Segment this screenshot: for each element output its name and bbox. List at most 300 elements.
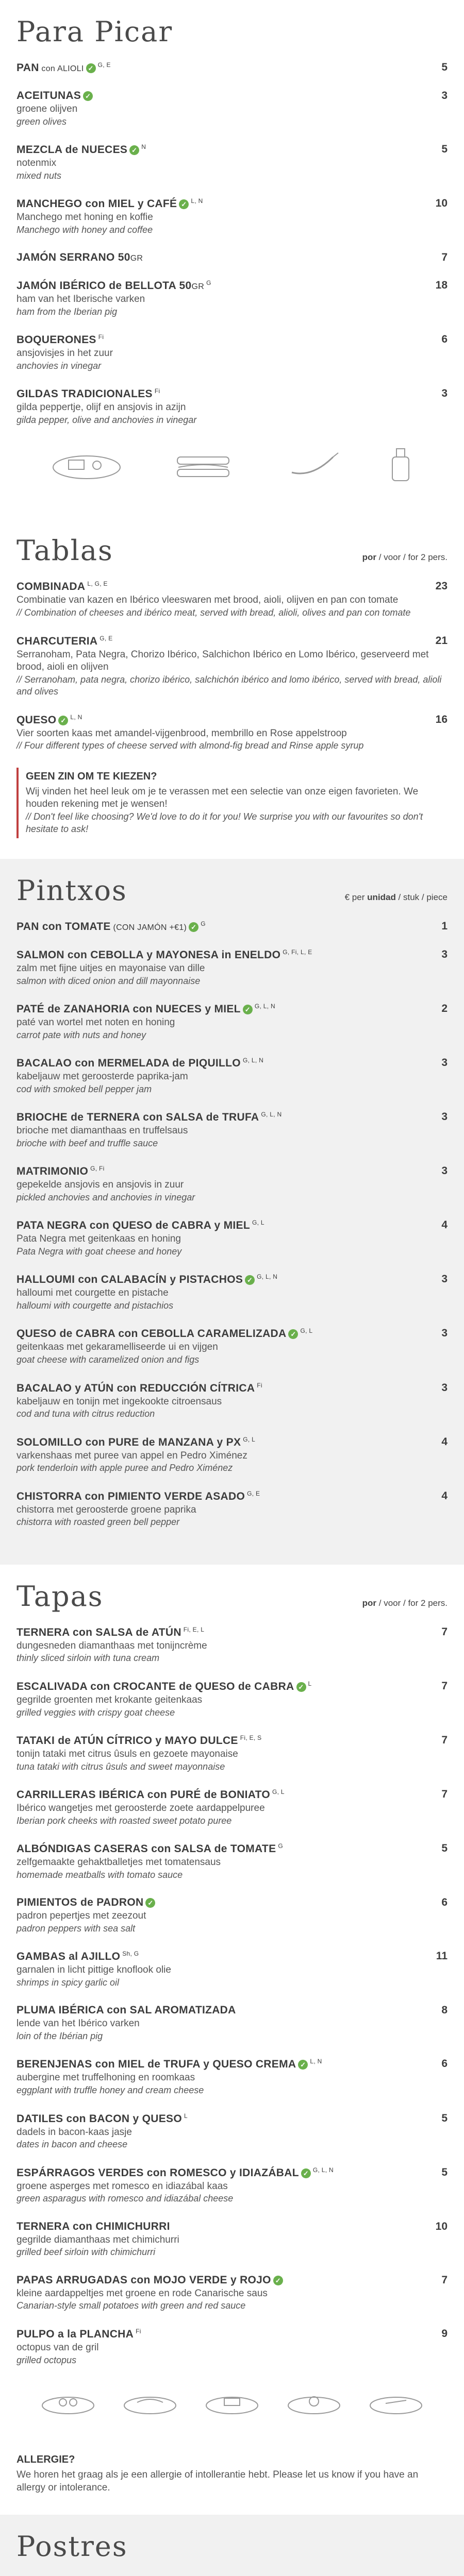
info-title: GEEN ZIN OM TE KIEZEN? [26,770,157,782]
section-tablas [0,519,464,858]
description-en: Iberian pork cheeks with roasted sweet potato puree [16,1815,232,1826]
menu-item-row [16,1382,448,1395]
description-nl: lende van het Ibérico varken [16,2018,140,2029]
menu-item-price: 3 [441,1381,448,1394]
section-header [16,874,448,907]
description-en: cod and tuna with citrus reduction [16,1409,155,1419]
menu-item-name [16,2328,141,2341]
description-nl: halloumi met courgette en pistache [16,1287,169,1299]
menu-item-price: 6 [441,2058,448,2070]
tapas-plate-icon [365,2387,427,2418]
section-title: Para Picar [16,15,173,48]
description-en: Manchego with honey and coffee [16,224,153,235]
dish-name: CHARCUTERIA [16,635,98,647]
menu-item [16,197,448,236]
menu-item-name [16,1436,255,1449]
description-nl: zelfgemaakte gehaktballetjes met tomatensaus [16,1857,221,1868]
menu-item-name [16,1327,312,1340]
menu-item-row [16,1734,448,1747]
description-nl: kabeljauw en tonijn met ingekookte citroensaus [16,1396,222,1407]
dish-name: PATA NEGRA con QUESO de CABRA y MIEL [16,1219,250,1232]
menu-item-name [16,1111,282,1124]
description-en: // Combination of cheeses and ibérico meat, served with bread, alioli, olives and pan con tomate [16,607,411,618]
menu-item [16,1436,448,1475]
description-nl: Vier soorten kaas met amandel-vijgenbrood, membrillo en Rose appelstroop [16,727,347,739]
menu-item-price: 18 [435,279,448,292]
menu-item-name [16,1003,275,1015]
description-nl: brioche met diamanthaas en truffelsaus [16,1125,188,1137]
menu-item-row [16,635,448,648]
food-illustrations [16,2382,448,2433]
vegetarian-leaf-icon: ✓ [273,2276,283,2285]
menu-item [16,1111,448,1149]
menu-item [16,1490,448,1529]
description-en: tuna tataki with citrus ûsuls and sweet mayonnaise [16,1761,225,1772]
menu-item-price: 7 [441,1680,448,1692]
menu-item-price: 7 [441,1625,448,1638]
description-en: cod with smoked bell pepper jam [16,1083,152,1094]
menu-item-price: 9 [441,2327,448,2340]
menu-item [16,1057,448,1095]
allergen-codes: G [278,1842,284,1850]
menu-list [16,61,448,426]
description-nl: octopus van de gril [16,2342,99,2353]
dish-name: PIMIENTOS de PADRON [16,1896,144,1909]
description-en: pickled anchovies and anchovies in vinegar [16,1192,195,1202]
allergen-codes: G, L, N [257,1273,278,1281]
menu-item-name [16,1626,204,1639]
description-nl: chistorra met geroosterde groene paprika [16,1504,196,1515]
allergen-codes: Sh, G [122,1950,139,1958]
menu-item-price: 3 [441,948,448,960]
dish-name: PLUMA IBÉRICA con SAL AROMATIZADA [16,2004,236,2016]
menu-item [16,1842,448,1881]
menu-item [16,2328,448,2366]
dish-name: TATAKI de ATÚN CÍTRICO y MAYO DULCE [16,1734,238,1747]
menu-item-price: 11 [436,1950,448,1962]
dish-name: BERENJENAS con MIEL de TRUFA y QUESO CREMA [16,2058,296,2071]
tapas-plate-icon [201,2387,263,2418]
menu-item-name [16,279,211,292]
dish-name: ESPÁRRAGOS VERDES con ROMESCO y IDIAZÁBAL [16,2166,299,2179]
vegetarian-leaf-icon: ✓ [189,922,198,932]
section-header [16,534,448,567]
dish-name: MEZCLA de NUECES [16,144,128,156]
cheese-board-icon [48,447,125,483]
menu-item [16,635,448,698]
allergen-codes: G, E [97,61,111,69]
description-nl: Manchego met honing en koffie [16,212,153,223]
description-en: green asparagus with romesco and idiazábal cheese [16,2193,234,2204]
menu-item [16,387,448,426]
description-nl: kleine aardappeltjes met groene en rode Canarische saus [16,2287,268,2299]
section-header [16,2530,448,2563]
menu-item-price: 7 [441,2274,448,2286]
menu-item-price: 5 [441,2112,448,2124]
menu-item-name [16,251,143,264]
menu-item [16,279,448,318]
menu-item-row [16,2274,448,2286]
allergy-text: We horen het graag als je een allergie of intollerantie hebt. Please let us know if you have an allergy or intolerance. [16,2469,419,2493]
description-nl: groene olijven [16,104,78,114]
tapas-plate-icon [119,2387,181,2418]
description-nl: aubergine met truffelhoning en roomkaas [16,2072,195,2083]
menu-item-name [16,333,104,346]
menu-item [16,2221,448,2259]
dish-name: QUESO de CABRA con CEBOLLA CARAMELIZADA [16,1328,287,1340]
menu-item [16,2004,448,2042]
allergen-codes: G, L, N [242,1057,264,1064]
allergen-codes: Fi, E, S [240,1734,262,1741]
menu-item-row [16,1626,448,1639]
allergen-codes: G, Fi [90,1165,105,1173]
description-nl: groene asperges met romesco en idiazábal kaas [16,2180,228,2192]
description-en: brioche with beef and truffle sauce [16,1138,158,1148]
menu-item-name [16,2058,322,2071]
description-en: salmon with diced onion and dill mayonnaise [16,975,201,986]
dish-name: JAMÓN SERRANO 50 [16,251,130,264]
menu-item-name [16,143,146,156]
dish-name-suffix: (CON JAMÓN +€1) [110,923,187,932]
menu-item-price: 3 [441,1273,448,1285]
section-title: Pintxos [16,874,127,907]
menu-item-name [16,2004,236,2016]
menu-item-row [16,2328,448,2341]
menu-item-price: 8 [441,2004,448,2016]
menu-item-price: 3 [441,1165,448,1177]
vegetarian-leaf-icon: ✓ [129,145,139,155]
menu-item-price: 7 [441,1788,448,1801]
vegetarian-leaf-icon: ✓ [145,1898,155,1908]
menu-item-price: 5 [441,61,448,73]
dish-name: DATILES con BACON y QUESO [16,2112,182,2125]
description-en: loin of the Ibérian pig [16,2031,103,2042]
description-nl: gegrilde diamanthaas met chimichurri [16,2234,179,2245]
menu-item [16,2274,448,2312]
description-en: gilda pepper, olive and anchovies in vinegar [16,415,197,426]
description-nl: padron pepertjes met zeezout [16,1910,146,1922]
menu-item-price: 7 [441,1734,448,1746]
description-en: carrot pate with nuts and honey [16,1029,146,1040]
allergen-codes: G, E [247,1489,260,1497]
dish-name: COMBINADA [16,581,86,593]
menu-item-price: 3 [441,1111,448,1123]
section-title: Tapas [16,1580,104,1613]
info-text-nl: Wij vinden het heel leuk om je te verassen met een selectie van onze eigen favorieten. We houden rekening met je wensen! [26,786,419,810]
dish-name-suffix: GR [130,254,143,263]
menu-item-name [16,1788,285,1801]
description-nl: gilda peppertje, olijf en ansjovis in azijn [16,402,186,413]
description-nl: kabeljauw met geroosterde paprika-jam [16,1071,188,1082]
menu-item [16,1734,448,1773]
menu-item-row [16,2058,448,2071]
bottle-icon [385,447,416,483]
dish-name: QUESO [16,714,57,726]
description-en: grilled veggies with crispy goat cheese [16,1707,175,1718]
menu-item [16,1003,448,1041]
allergen-codes: Fi [257,1381,262,1389]
section-header [16,1580,448,1613]
tapas-plate-icon [37,2387,99,2418]
menu-item [16,143,448,182]
menu-item-row [16,387,448,400]
dish-name: PAN con TOMATE [16,920,111,933]
description-nl: varkenshaas met puree van appel en Pedro Ximénez [16,1450,247,1461]
description-en: Pata Negra with goat cheese and honey [16,1246,182,1257]
allergen-codes: L, N [310,2058,322,2065]
menu-item-row [16,1111,448,1124]
menu-item-row [16,714,448,726]
description-nl: gegrilde groenten met krokante geitenkaas [16,1694,203,1705]
menu-item-row [16,279,448,292]
menu-item-row [16,1436,448,1449]
description-nl: ham van het Iberische varken [16,294,145,305]
allergy-title: ALLERGIE? [16,2453,75,2465]
menu-item-row [16,1219,448,1232]
description-en: Canarian-style small potatoes with green and red sauce [16,2300,246,2311]
section-tapas [0,1565,464,2515]
menu-item [16,2112,448,2151]
menu-item-name [16,2112,188,2125]
section-para-picar [0,0,464,519]
menu-item-price: 7 [441,251,448,264]
description-nl: ansjovisjes in het zuur [16,348,113,359]
menu-item-name [16,1273,277,1286]
menu-item-name [16,387,160,400]
allergen-codes: G, L, N [312,2166,334,2174]
food-illustrations [16,442,448,498]
allergen-codes: L [308,1680,312,1687]
menu-item-row [16,1896,448,1909]
menu-item-row [16,948,448,961]
portion-note: por / voor / for 2 pers. [362,1598,448,1608]
description-nl: Ibérico wangetjes met geroosterde zoete aardappelpuree [16,1803,265,1814]
dish-name: SOLOMILLO con PURE de MANZANA y PX [16,1436,241,1448]
vegetarian-leaf-icon: ✓ [298,2060,308,2070]
menu-item-name [16,1842,283,1855]
allergen-codes: G, L [272,1788,285,1796]
dish-name: BACALAO con MERMELADA de PIQUILLO [16,1057,241,1070]
menu-item-name [16,1950,139,1963]
description-en: chistorra with roasted green bell pepper [16,1517,180,1528]
menu-item-name [16,90,93,102]
dish-name: GAMBAS al AJILLO [16,1951,121,1963]
allergen-codes: L [184,2112,188,2120]
menu-item-row [16,61,448,74]
menu-item-row [16,1327,448,1340]
menu-item-row [16,2166,448,2179]
menu-item-row [16,1490,448,1503]
dish-name: PATÉ de ZANAHORIA con NUECES y MIEL [16,1003,241,1015]
allergy-notice [16,2454,448,2494]
allergen-codes: Fi [154,387,160,395]
menu-item-row [16,2112,448,2125]
menu-item-name [16,1680,311,1693]
menu-item-price: 5 [441,1842,448,1855]
dish-name: GILDAS TRADICIONALES [16,388,153,400]
description-nl: Combinatie van kazen en Ibérico vleeswaren met brood, aioli, olijven en pan con tomate [16,595,399,606]
vegetarian-leaf-icon: ✓ [83,91,93,101]
menu-item-name [16,2166,334,2179]
vegetarian-leaf-icon: ✓ [58,716,68,725]
menu-item [16,333,448,372]
menu-item-name [16,61,111,74]
menu-item [16,1219,448,1258]
description-nl: zalm met fijne uitjes en mayonaise van dille [16,962,205,974]
menu-item-price: 6 [441,1896,448,1909]
description-en: dates in bacon and cheese [16,2139,128,2150]
allergen-codes: G [206,279,211,287]
menu-item [16,61,448,74]
description-en: grilled octopus [16,2354,77,2365]
menu-item-price: 4 [441,1219,448,1231]
dish-name: BOQUERONES [16,334,96,346]
dish-name-suffix: con ALIOLI [39,64,84,73]
dish-name-suffix: GR [191,282,205,292]
menu-item [16,251,448,264]
dish-name: MANCHEGO con MIEL y CAFÉ [16,198,177,210]
description-nl: Pata Negra met geitenkaas en honing [16,1233,181,1245]
menu-item-price: 3 [441,90,448,101]
allergen-codes: Fi, E, L [183,1625,205,1633]
dish-name: PAN [16,62,39,74]
description-en: goat cheese with caramelized onion and figs [16,1354,200,1365]
menu-item-price: 3 [441,1327,448,1340]
menu-item-price: 5 [441,2166,448,2178]
menu-item-price: 10 [435,197,448,210]
menu-item-row [16,333,448,346]
menu-item-row [16,1003,448,1015]
menu-item-row [16,920,448,933]
allergen-codes: Fi [98,333,104,341]
menu-item-price: 2 [441,1003,448,1015]
menu-item-name [16,1219,264,1232]
sandwich-icon [167,447,239,483]
menu-item [16,1896,448,1935]
vegetarian-leaf-icon: ✓ [245,1275,255,1285]
dish-name: ALBÓNDIGAS CASERAS con SALSA de TOMATE [16,1843,276,1855]
description-en: // Serranoham, pata negra, chorizo ibérico, salchichón ibérico and lomo ibérico, served with bread, alioli and olives [16,674,442,697]
menu-item-name [16,635,113,648]
surprise-info-box [16,768,448,838]
menu-item-name [16,197,203,210]
menu-item-name [16,714,82,726]
menu-item-price: 3 [441,1057,448,1069]
description-en: padron peppers with sea salt [16,1923,136,1934]
menu-item-row [16,197,448,210]
allergen-codes: L, G, E [87,580,108,588]
allergen-codes: G, E [100,634,113,642]
menu-item-row [16,251,448,264]
menu-list [16,1626,448,2366]
menu-item [16,714,448,752]
dish-name: TERNERA con SALSA de ATÚN [16,1626,181,1638]
menu-item-row [16,1057,448,1070]
menu-item [16,1680,448,1719]
menu-item-name [16,2274,283,2286]
description-en: thinly sliced sirloin with tuna cream [16,1653,160,1664]
menu-item-name [16,1382,262,1395]
description-en: anchovies in vinegar [16,361,102,371]
menu-item [16,90,448,128]
dish-name: CARRILLERAS IBÉRICA con PURÉ de BONIATO [16,1789,271,1801]
menu-item-price: 6 [441,333,448,346]
allergen-codes: L, N [70,713,82,721]
menu-item [16,580,448,619]
menu-item-price: 21 [435,634,448,647]
description-en: homemade meatballs with tomato sauce [16,1869,183,1880]
menu-item [16,1165,448,1204]
menu-item [16,948,448,987]
allergen-codes: G, L, N [261,1111,282,1118]
description-en: shrimps in spicy garlic oil [16,1977,120,1988]
description-nl: tonijn tataki met citrus ûsuls en gezoete mayonaise [16,1748,238,1759]
description-nl: gepekelde ansjovis en ansjovis in zuur [16,1179,184,1191]
menu-item [16,1327,448,1366]
menu-item [16,920,448,933]
description-en: mixed nuts [16,170,62,181]
dish-name: ACEITUNAS [16,90,81,101]
description-nl: garnalen in licht pittige knoflook olie [16,1964,171,1976]
menu-item-row [16,1165,448,1178]
allergen-codes: G, Fi, L, E [283,948,312,956]
info-text-en: // Don't feel like choosing? We'd love to do it for you! We surprise you with our favourites so don't hesitate to ask! [26,811,423,834]
menu-item-row [16,2004,448,2016]
menu-item-name [16,1490,260,1503]
dish-name: MATRIMONIO [16,1165,89,1178]
vegetarian-leaf-icon: ✓ [301,2168,311,2178]
menu-item [16,1788,448,1827]
menu-item-row [16,1788,448,1801]
description-nl: Serranoham, Pata Negra, Chorizo Ibérico, Salchichon Ibérico en Lomo Ibérico, geserveerd met brood, aioli en olijven [16,649,429,673]
portion-note: por / voor / for 2 pers. [362,552,448,563]
section-header [16,15,448,48]
dish-name: PULPO a la PLANCHA [16,2328,134,2340]
menu-item-price: 10 [435,2220,448,2232]
menu-item-price: 4 [441,1435,448,1448]
description-en: // Four different types of cheese served with almond-fig bread and Rinse apple syrup [16,740,364,751]
dish-name: HALLOUMI con CALABACÍN y PISTACHOS [16,1274,243,1286]
vegetarian-leaf-icon: ✓ [243,1005,253,1014]
description-nl: geitenkaas met gekaramelliseerde ui en vijgen [16,1342,218,1353]
menu-item-price: 16 [435,713,448,725]
description-nl: dungesneden diamanthaas met tonijncrème [16,1640,207,1651]
menu-item-name [16,1165,105,1178]
menu-item [16,2166,448,2205]
menu-item-row [16,1273,448,1286]
allergen-codes: G [201,920,206,927]
description-nl: paté van wortel met noten en honing [16,1017,175,1028]
menu-item [16,1382,448,1420]
vegetarian-leaf-icon: ✓ [179,199,189,209]
menu-item-name [16,1896,155,1909]
description-en: pork tenderloin with apple puree and Pedro Ximénez [16,1463,233,1473]
dish-name: ESCALIVADA con CROCANTE de QUESO de CABRA [16,1680,294,1692]
portion-note: € per unidad / stuk / piece [344,892,448,902]
menu-item-price: 5 [441,143,448,156]
dish-name: JAMÓN IBÉRICO de BELLOTA 50 [16,280,192,292]
menu-list [16,920,448,1529]
description-nl: dadels in bacon-kaas jasje [16,2126,132,2138]
menu-item-name [16,2221,170,2233]
vegetarian-leaf-icon: ✓ [296,1682,306,1692]
description-en: eggplant with truffle honey and cream cheese [16,2085,204,2096]
menu-list [16,580,448,752]
menu-item [16,1626,448,1665]
dish-name: CHISTORRA con PIMIENTO VERDE ASADO [16,1490,245,1502]
allergen-codes: N [141,143,146,151]
description-en: grilled beef sirloin with chimichurri [16,2247,156,2258]
